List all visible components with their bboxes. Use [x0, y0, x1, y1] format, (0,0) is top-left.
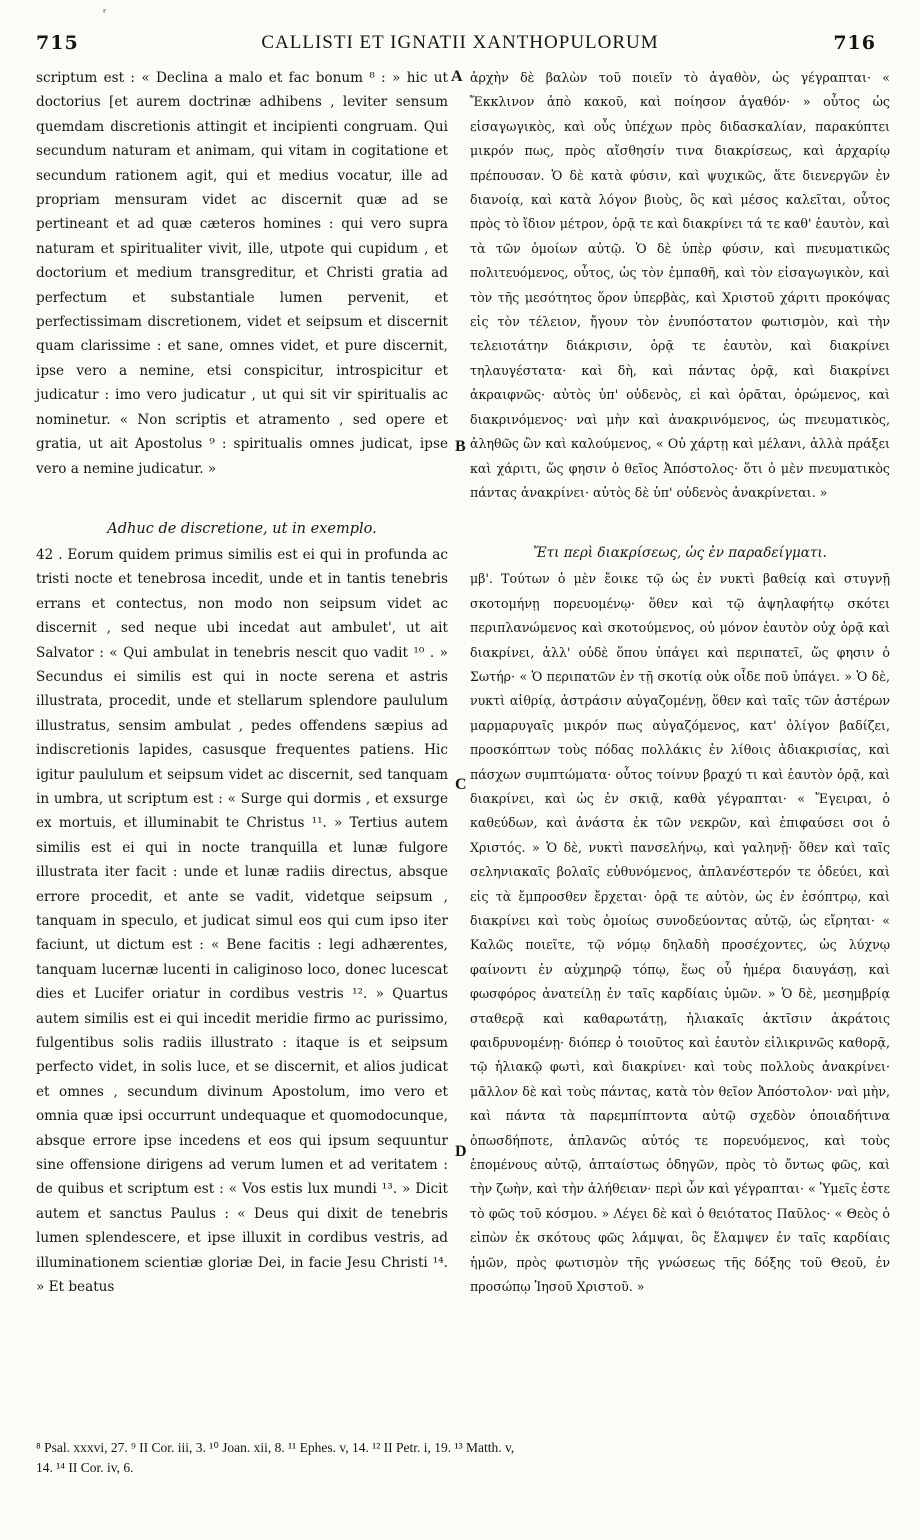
section-marker-a: A	[451, 68, 463, 85]
greek-paragraph-2: μβ'. Τούτων ὁ μὲν ἔοικε τῷ ὡς ἐν νυκτὶ βαθείᾳ καὶ στυγνῇ σκοτομήνῃ πορευομένῳ· ὅθεν καὶ τῷ ἀψηλαφήτῳ σκότει περιπλανώμενος καὶ σκοτούμενος, οὐ μόνον ἑαυτὸν οὐχ ὁρᾷ καὶ διακρίνει, ἀλλ' οὐδὲ ὅπου ὑπάγει καὶ περιπατεῖ, ὥς φησιν ὁ Σωτήρ· « Ὁ περιπατῶν ἐν τῇ σκοτίᾳ οὐκ οἶδε ποῦ ὑπάγει. » Ὁ δὲ, νυκτὶ αἰθρίᾳ, ἀστράσιν αὐγαζομένῃ, ὅθεν καὶ ταῖς τῶν ἀστέρων μαρμαρυγαῖς μικρόν πως αὐγαζόμενος, κατ' ὀλίγον βαδίζει, προσκόπτων τοὺς πόδας πολλάκις ἐν λίθοις ἀδιακρισίας, καὶ πάσχων συμπτώματα· οὗτος τοίνυν βραχύ τι καὶ ἑαυτὸν ὁρᾷ, καὶ διακρίνει, καὶ ὡς ἐν σκιᾷ, καθὰ γέγραπται· « Ἔγειραι, ὁ καθεύδων, καὶ ἀνάστα ἐκ τῶν νεκρῶν, καὶ ἐπιφαύσει σοι ὁ Χριστός. » Ὁ δὲ, νυκτὶ πανσελήνῳ, καὶ γαληνῇ· ὅθεν καὶ ταῖς σεληνιακαῖς βολαῖς εὐθυνόμενος, ἀπλανέστερόν τε ὁδεύει, καὶ εἰς τὰ ἔμπροσθεν ἔρχεται· ὁρᾷ τε αὐτὸν, ὡς ἐν ἐσόπτρῳ, καὶ διακρίνει καὶ τοὺς ὁμοίως συνοδεύοντας αὐτῷ, ὡς εἴρηται· « Καλῶς ποιεῖτε, τῷ νόμῳ δηλαδὴ προσέχοντες, ὡς λύχνῳ φαίνοντι ἐν αὐχμηρῷ τόπῳ, ἕως οὗ ἡμέρα διαυγάσῃ, καὶ φωσφόρος ἀνατείλῃ ἐν ταῖς καρδίαις ὑμῶν. » Ὁ δὲ, μεσημβρίᾳ σταθερᾷ καὶ καθαρωτάτῃ, ἡλιακαῖς ἀκτῖσιν ἀκράτοις φαιδρυνομένῃ· διόπερ ὁ τοιοῦτος καὶ ἑαυτὸν εἰλικρινῶς καθορᾷ, τῷ ἡλιακῷ φωτὶ, καὶ διακρίνει· καὶ τοὺς πολλοὺς ἀνακρίνει· μᾶλλον δὲ καὶ τοὺς πάντας, κατὰ τὸν θεῖον Ἀπόστολον· ναὶ μὴν, καὶ πάντα τὰ παρεμπίπτοντα αὐτῷ σχεδὸν ὁποιαδήτινα ὁπωσδήποτε, ἀπλανῶς αὐτός τε πορευόμενος, καὶ τοὺς ἑπομένους αὐτῷ, ἀπταίστως ὁδηγῶν, πρὸς τὸ ὄντως φῶς, καὶ τὴν ζωὴν, καὶ τὴν ἀλήθειαν· περὶ ὧν καὶ γέγραπται· « Ὑμεῖς ἐστε τὸ φῶς τοῦ κόσμου. » Λέγει δὲ καὶ ὁ θειότατος Παῦλος· « Θεὸς ὁ εἰπὼν ἐκ σκότους φῶς λάμψαι, ὃς ἔλαμψεν ἐν ταῖς καρδίαις ἡμῶν, πρὸς φωτισμὸν τῆς γνώσεως τῆς δόξης τοῦ Θεοῦ, ἐν προσώπῳ Ἰησοῦ Χριστοῦ. »	[470, 571, 890, 1295]
greek-column	[470, 66, 890, 1300]
latin-column	[36, 66, 448, 1300]
right-page-number: 716	[833, 32, 876, 54]
left-page-number: 715	[36, 32, 79, 54]
stray-mark: ʳ	[103, 8, 107, 19]
latin-section-heading: Adhuc de discretione, ut in exemplo.	[107, 520, 377, 537]
footnote-line-2: 14. ¹⁴ II Cor. iv, 6.	[36, 1460, 134, 1475]
running-title: CALLISTI ET IGNATII XANTHOPULORUM	[261, 32, 659, 53]
greek-paragraph-1: ἀρχὴν δὲ βαλὼν τοῦ ποιεῖν τὸ ἀγαθὸν, ὡς γέγραπται· « Ἔκκλινον ἀπὸ κακοῦ, καὶ ποίησον ἀγαθόν· » οὗτος ὡς εἰσαγωγικὸς, καὶ οὖς ὑπέχων πρὸς διδασκαλίαν, παρακύπτει μικρόν πως, πρὸς αἴσθησίν τινα διακρίσεως, καὶ ἀρχαρίῳ πρέπουσαν. Ὁ δὲ κατὰ φύσιν, καὶ ψυχικῶς, ἅτε διενεργῶν ἐν διανοίᾳ, καὶ κατὰ λόγον βιοὺς, ὃς καὶ μέσος καλεῖται, οὗτος πρὸς τὸ ἴδιον μέτρον, ὁρᾷ τε καὶ διακρίνει τά τε καθ' ἑαυτὸν, καὶ τὰ τῶν ὁμοίων αὐτῷ. Ὁ δὲ ὑπὲρ φύσιν, καὶ πνευματικῶς πολιτευόμενος, οὗτος, ὡς τὸν ἐμπαθῆ, καὶ τὸν εἰσαγωγικὸν, καὶ τὸν τῆς μεσότητος ὅρον ὑπερβὰς, καὶ Χριστοῦ χάριτι προκόψας εἰς τὸν τέλειον, ἤγουν τὸν ἐνυπόστατον φωτισμὸν, καὶ τὴν τελειοτάτην διάκρισιν, ὁρᾷ τε ἑαυτὸν, καὶ διακρίνει τηλαυγέστατα· καὶ δὴ, καὶ πάντας ὁρᾷ, καὶ διακρίνει ἀκραιφνῶς· αὐτὸς ὑπ' οὐδενὸς, εἰ καὶ ὁρᾶται, ὁρώμενος, καὶ διακρινόμενος· ναὶ μὴν καὶ ἀνακρινόμενος, ὡς πνευματικὸς, ἀληθῶς ὢν καὶ καλούμενος, « Οὐ χάρτῃ καὶ μέλανι, ἀλλὰ πράξει καὶ χάριτι, ὥς φησιν ὁ θεῖος Ἀπόστολος· ὅτι ὁ μὲν πνευματικὸς πάντας ἀνακρίνει· αὐτὸς δὲ ὑπ' οὐδενὸς ἀνακρίνεται. »	[470, 70, 890, 500]
greek-section-heading: Ἔτι περὶ διακρίσεως, ὡς ἐν παραδείγματι.	[533, 545, 827, 562]
page-header	[30, 32, 890, 62]
section-marker-d: D	[455, 1143, 467, 1160]
latin-paragraph-1: scriptum est : « Declina a malo et fac bonum ⁸ : » hic ut doctorius [et aurem doctrinæ adhibens , leviter sensum quemdam discretionis attingit et incipienti congruam. Qui secundum naturam et animam, qui vitam in cogitatione et secundum rationem agit, qui et medius vocatur, ille ad propriam mensuram videt ac discernit quæ ad se pertineant et ad quæ cæteros homines : qui vero supra naturam et spiritualiter vivit, ille, utpote qui cupidum , et doctorium et medium transgreditur, et Christi gratia ad perfectum et substantiale lumen pervenit, et perfectissimam discretionem, videt et seipsum et discernit quam clarissime : et sane, omnes videt, et pure discernit, ipse vero a nemine, etsi conspicitur, introspicitur et judicatur : imo vero judicatur , ut qui sit vir spiritualis ac nominetur. « Non scriptis et atramento , sed opere et gratia, ut ait Apostolus ⁹ : spiritualis omnes judicat, ipse vero a nemine judicatur. »	[36, 70, 448, 477]
footnotes	[36, 1438, 890, 1478]
section-marker-b: B	[455, 438, 466, 455]
latin-paragraph-2: 42 . Eorum quidem primus similis est ei qui in profunda ac tristi nocte et tenebrosa incedit, unde et in tantis tenebris errans et contectus, non modo non seipsum videt ac discernit , sed neque ubi incedat aut ambulet', ut ait Salvator : « Qui ambulat in tenebris nescit quo vadit ¹⁰ . » Secundus ei similis est qui in nocte serena et astris illustrata, procedit, unde et stellarum splendore paululum illustratus, sensim ambulat , pedes offendens sæpius ad indiscretionis lapides, casusque frequentes patiens. Hic igitur paululum et seipsum videt ac discernit, sed tanquam in umbra, ut scriptum est : « Surge qui dormis , et exsurge ex mortuis, et illuminabit te Christus ¹¹. » Tertius autem similis est ei qui in nocte tranquilla et lunæ fulgore illustrata iter facit : unde et lunæ radiis directus, absque errore procedit, et ante se vadit, videtque seipsum , tanquam in speculo, et judicat simul eos qui cum ipso iter faciunt, ut dictum est : « Bene facitis : legi adhærentes, tanquam lucernæ lucenti in caliginoso loco, donec lucescat dies et Lucifer oriatur in cordibus vestris ¹². » Quartus autem similis est ei qui incedit meridie firmo ac purissimo, fulgentibus solis radiis illustrato : itaque is et seipsum perfecto videt, in solis luce, et se discernit, et alios judicat et omnes , secundum divinum Apostolum, imo vero et omnia quæ ipsi occurrunt undequaque et quomodocunque, absque errore ipse incedens et eos qui ipsum sequuntur sine offensione dirigens ad verum lumen et ad veritatem : de quibus et scriptum est : « Vos estis lux mundi ¹³. » Dicit autem et sanctus Paulus : « Deus qui dixit de tenebris lumen splendescere, et ipse illuxit in cordibus vestris, ad illuminationem scientiæ gloriæ Dei, in facie Jesu Christi ¹⁴. » Et beatus	[36, 546, 448, 1296]
footnote-line-1: ⁸ Psal. xxxvi, 27. ⁹ II Cor. iii, 3. ¹⁰ Joan. xii, 8. ¹¹ Ephes. v, 14. ¹² II Petr. i, 19. ¹³ Matth. v,	[36, 1440, 515, 1455]
section-marker-c: C	[455, 776, 467, 793]
